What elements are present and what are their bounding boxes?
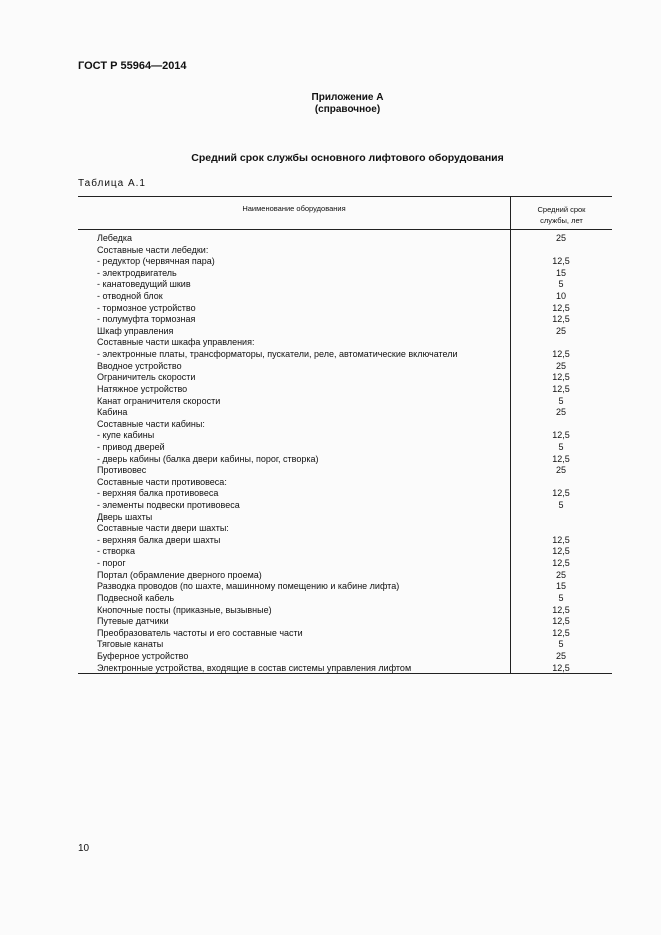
lifetime-value: 25 — [555, 360, 566, 371]
equipment-name: Противовес — [97, 465, 147, 476]
lifetime-value: 25 — [555, 407, 566, 418]
lifetime-value: 12,5 — [552, 558, 570, 569]
equipment-name: - канатоведущий шкив — [97, 279, 191, 290]
table-row — [97, 581, 612, 593]
equipment-name: Дверь шахты — [97, 511, 153, 522]
table-row — [97, 326, 612, 338]
lifetime-value: 5 — [558, 639, 564, 650]
equipment-lifetime-table — [78, 196, 612, 674]
lifetime-value: 12,5 — [552, 662, 570, 673]
equipment-name: - верхняя балка двери шахты — [97, 534, 221, 545]
table-row — [97, 337, 612, 349]
table-row — [97, 616, 612, 628]
equipment-name: Шкаф управления — [97, 325, 174, 336]
equipment-name: Путевые датчики — [97, 616, 169, 627]
table-row — [97, 245, 612, 257]
table-row — [97, 419, 612, 431]
column-header-name: Наименование оборудования — [242, 204, 346, 213]
equipment-name: - порог — [97, 558, 126, 569]
equipment-name: - тормозное устройство — [97, 302, 196, 313]
equipment-name: Электронные устройства, входящие в состав системы управления лифтом — [97, 662, 412, 673]
table-row — [97, 651, 612, 663]
table-row — [97, 268, 612, 280]
lifetime-value: 25 — [555, 650, 566, 661]
lifetime-value: 12,5 — [552, 430, 570, 441]
equipment-name: - створка — [97, 546, 135, 557]
table-row — [97, 558, 612, 570]
table-row — [97, 454, 612, 466]
table-row — [97, 639, 612, 651]
table-row — [97, 279, 612, 291]
page-number: 10 — [78, 843, 90, 854]
lifetime-value: 25 — [555, 233, 566, 243]
table-row — [97, 407, 612, 419]
equipment-name: Портал (обрамление дверного проема) — [97, 569, 262, 580]
table-row — [97, 488, 612, 500]
equipment-name: - электронные платы, трансформаторы, пускатели, реле, автоматические включатели — [97, 349, 458, 360]
equipment-name: Разводка проводов (по шахте, машинному помещению и кабине лифта) — [97, 581, 400, 592]
equipment-name: - привод дверей — [97, 441, 165, 452]
equipment-name: - элементы подвески противовеса — [97, 500, 240, 511]
equipment-name: - полумуфта тормозная — [97, 314, 196, 325]
lifetime-value: 12,5 — [552, 616, 570, 627]
column-header-lifetime-line2: службы, лет — [540, 216, 583, 225]
equipment-name: - отводной блок — [97, 291, 163, 302]
section-title: Средний срок службы основного лифтового оборудования — [191, 152, 504, 164]
lifetime-value: 12,5 — [552, 314, 570, 325]
column-header-lifetime-line1: Средний срок — [537, 205, 586, 214]
lifetime-value: 5 — [558, 279, 564, 290]
equipment-name: Вводное устройство — [97, 360, 182, 371]
equipment-name: - электродвигатель — [97, 267, 177, 278]
table-row — [97, 500, 612, 512]
standard-header: ГОСТ Р 55964—2014 — [78, 60, 187, 72]
table-row — [97, 314, 612, 326]
lifetime-value: 5 — [558, 592, 564, 603]
equipment-name: Канат ограничителя скорости — [97, 395, 221, 406]
column-header-lifetime — [511, 204, 612, 226]
equipment-name: Составные части двери шахты: — [97, 523, 229, 534]
table-body — [97, 233, 612, 674]
equipment-name: Ограничитель скорости — [97, 372, 196, 383]
lifetime-value: 12,5 — [552, 383, 570, 394]
lifetime-value: 12,5 — [552, 534, 570, 545]
lifetime-value: 25 — [555, 569, 566, 580]
equipment-name: Преобразователь частоты и его составные части — [97, 627, 303, 638]
equipment-name: Составные части кабины: — [97, 418, 205, 429]
table-row — [97, 465, 612, 477]
table-row — [97, 361, 612, 373]
table-row — [97, 442, 612, 454]
appendix-subtitle: (справочное) — [314, 104, 381, 115]
equipment-name: Натяжное устройство — [97, 383, 188, 394]
table-row — [97, 663, 612, 675]
table-label: Таблица А.1 — [78, 178, 146, 189]
table-row — [97, 512, 612, 524]
equipment-name: Тяговые канаты — [97, 639, 164, 650]
lifetime-value: 12,5 — [552, 546, 570, 557]
equipment-name: Лебедка — [97, 233, 133, 243]
table-row — [97, 477, 612, 489]
lifetime-value: 12,5 — [552, 627, 570, 638]
lifetime-value: 12,5 — [552, 453, 570, 464]
equipment-name: - редуктор (червячная пара) — [97, 256, 215, 267]
header-rule — [78, 229, 612, 230]
equipment-name: Составные части лебедки: — [97, 244, 209, 255]
lifetime-value: 12,5 — [552, 302, 570, 313]
equipment-name: Составные части шкафа управления: — [97, 337, 255, 348]
lifetime-value: 12,5 — [552, 256, 570, 267]
lifetime-value: 15 — [555, 267, 566, 278]
table-row — [97, 593, 612, 605]
table-row — [97, 570, 612, 582]
table-row — [97, 628, 612, 640]
lifetime-value: 5 — [558, 395, 564, 406]
table-row — [97, 430, 612, 442]
table-row — [97, 372, 612, 384]
table-row — [97, 303, 612, 315]
equipment-name: - дверь кабины (балка двери кабины, порог, створка) — [97, 453, 319, 464]
lifetime-value: 12,5 — [552, 488, 570, 499]
table-row — [97, 523, 612, 535]
table-row — [97, 384, 612, 396]
lifetime-value: 12,5 — [552, 349, 570, 360]
table-row — [97, 535, 612, 547]
equipment-name: Составные части противовеса: — [97, 476, 227, 487]
lifetime-value: 5 — [558, 500, 564, 511]
table-row — [97, 349, 612, 361]
table-row — [97, 546, 612, 558]
lifetime-value: 5 — [558, 441, 564, 452]
lifetime-value: 15 — [555, 581, 566, 592]
equipment-name: Кабина — [97, 407, 128, 418]
table-row — [97, 291, 612, 303]
equipment-name: Буферное устройство — [97, 650, 189, 661]
table-row — [97, 396, 612, 408]
lifetime-value: 12,5 — [552, 372, 570, 383]
table-row — [97, 233, 612, 245]
table-row — [97, 605, 612, 617]
equipment-name: - верхняя балка противовеса — [97, 488, 219, 499]
lifetime-value: 25 — [555, 465, 566, 476]
table-row — [97, 256, 612, 268]
lifetime-value: 25 — [555, 325, 566, 336]
appendix-title: Приложение А — [311, 92, 384, 103]
equipment-name: - купе кабины — [97, 430, 155, 441]
lifetime-value: 10 — [555, 291, 566, 302]
equipment-name: Кнопочные посты (приказные, вызывные) — [97, 604, 272, 615]
equipment-name: Подвесной кабель — [97, 592, 175, 603]
lifetime-value: 12,5 — [552, 604, 570, 615]
